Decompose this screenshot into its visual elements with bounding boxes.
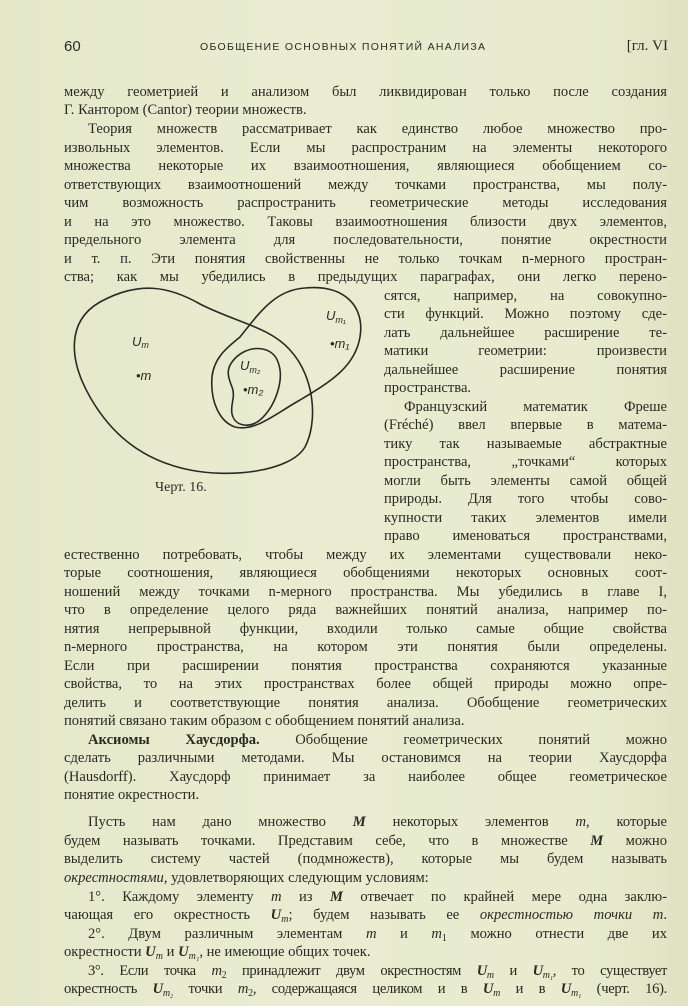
region-um xyxy=(74,288,312,473)
text-line: могли быть элементы самой общей xyxy=(384,473,667,489)
text-line: право именоваться пространствами, xyxy=(384,528,667,544)
axiom-1: 1°. Каждому элементу m из M отвечает по крайней мере одна заклю- xyxy=(88,889,668,905)
running-title: ОБОБЩЕНИЕ ОСНОВНЫХ ПОНЯТИЙ АНАЛИЗА xyxy=(200,41,487,53)
text-line: пространства, „точками“ которых xyxy=(384,454,667,470)
text-line: ношений между точками n-мерного пространства. Мы убедились в главе I, xyxy=(64,584,667,600)
text-line: Теория множеств рассматривает как единство любое множество про- xyxy=(88,121,667,137)
text-line: понятий связано таким образом с обобщением понятий анализа. xyxy=(64,713,465,729)
text-line: Г. Кантором (Cantor) теории множеств. xyxy=(64,102,307,118)
text-line: дальнейшее расширение понятия xyxy=(384,362,667,378)
label-point-m2: •m₂ xyxy=(243,382,264,397)
axiom-3: 3°. Если точка $m_2$ принадлежит двум окрестностям $U_m$ и $U_{m_1}$, то существует xyxy=(88,963,667,981)
section-heading-line: Аксиомы Хаусдорфа. Обобщение геометрических понятий можно xyxy=(88,732,667,748)
text-line: выделить систему частей (подмножеств), которые мы будем называть xyxy=(64,851,667,867)
text-line: будем называть точками. Представим себе, что в множестве M можно xyxy=(64,833,667,849)
text-line: естественно потребовать, чтобы между их элементами существовали неко- xyxy=(64,547,667,563)
label-point-m: •m xyxy=(136,368,152,383)
chapter-marker: [гл. VI xyxy=(626,38,668,54)
text-line: торые соотношения, являющиеся обобщениями некоторых основных соот- xyxy=(64,565,667,581)
axiom-3-cont: окрестность $U_{m_2}$ точки $m_2$, содержащаяся целиком и в $U_m$ и в $U_{m_1}$ (черт. 16). xyxy=(64,981,667,999)
text-line: природы. Для того чтобы сово- xyxy=(384,491,667,507)
text-line: (Hausdorff). Хаусдорф принимает за наиболее общее геометрическое xyxy=(64,769,667,785)
text-line: нятия непрерывной функции, входили только самые общие свойства xyxy=(64,621,667,637)
text-line: ства; как мы убедились в предыдущих параграфах, они легко перено- xyxy=(64,269,667,285)
neighborhood-diagram xyxy=(60,282,365,477)
region-um1 xyxy=(212,288,361,428)
text-line: Пусть нам дано множество M некоторых элементов m, которые xyxy=(88,814,668,830)
text-line: сделать различными методами. Мы остановимся на теории Хаусдорфа xyxy=(64,750,667,766)
page-header xyxy=(64,38,668,58)
text-line: понятие окрестности. xyxy=(64,787,200,803)
text-line: свойства, то на этих пространствах более общей природы можно опре- xyxy=(64,676,667,692)
text-line: делить и соответствующие понятия анализа. Обобщение геометрических xyxy=(64,695,667,711)
text-line: (Fréché) ввел впервые в матема- xyxy=(384,417,667,433)
page-number: 60 xyxy=(64,38,81,55)
text-line: между геометрией и анализом был ликвидирован только после создания xyxy=(64,84,667,100)
text-line: n-мерного пространства, на котором эти понятия были определены. xyxy=(64,639,667,655)
text-line: купности таких элементов имели xyxy=(384,510,667,526)
text-line: чим возможность распространить геометрические методы исследования xyxy=(64,195,667,211)
text-line: матики геометрии: произвести xyxy=(384,343,667,359)
text-line: пространства. xyxy=(384,380,472,396)
axiom-2: 2°. Двум различным элементам m и $m_1$ можно отнести две их xyxy=(88,926,667,944)
text-line: и на это множество. Таковы взаимоотношения близости двух элементов, xyxy=(64,214,667,230)
text-line: множества некоторые их взаимоотношения, являющиеся обобщением со- xyxy=(64,158,667,174)
label-um1: $U_{m_1}$ xyxy=(326,308,346,325)
text-line: Если при расширении понятия пространства сохраняются указанные xyxy=(64,658,667,674)
label-um: Um xyxy=(132,334,149,350)
text-line: что в определение целого ряда важнейших понятий анализа, например по- xyxy=(64,602,667,618)
text-line: лать дальнейшее расширение те- xyxy=(384,325,667,341)
text-line: извольных элементов. Если мы распространим на элементы некоторого xyxy=(64,140,667,156)
text-line: тику так называемые абстрактные xyxy=(384,436,667,452)
text-line: предельного элемента для последовательности, понятие окрестности xyxy=(64,232,667,248)
text-line: сятся, например, на совокупно- xyxy=(384,288,667,304)
text-line: сти функций. Можно поэтому сде- xyxy=(384,306,667,322)
text-line: ответствующих взаимоотношений между точками пространства, мы полу- xyxy=(64,177,667,193)
axiom-1-cont: чающая его окрестность $U_m$; будем называть ее окрестностью точки m. xyxy=(64,907,667,925)
section-heading: Аксиомы Хаусдорфа. xyxy=(88,732,260,748)
text-line: Французский математик Фреше xyxy=(404,399,667,415)
figure-caption: Черт. 16. xyxy=(155,480,207,495)
axiom-2-cont: окрестности $U_m$ и $U_{m_1}$, не имеющие общих точек. xyxy=(64,944,371,962)
text-line: и т. п. Эти понятия свойственны не только точкам n-мерного простран- xyxy=(64,251,667,267)
label-um2: $U_{m_2}$ xyxy=(240,358,261,375)
label-point-m1: •m₁ xyxy=(330,336,350,351)
text-line: окрестностями, удовлетворяющих следующим условиям: xyxy=(64,870,429,886)
